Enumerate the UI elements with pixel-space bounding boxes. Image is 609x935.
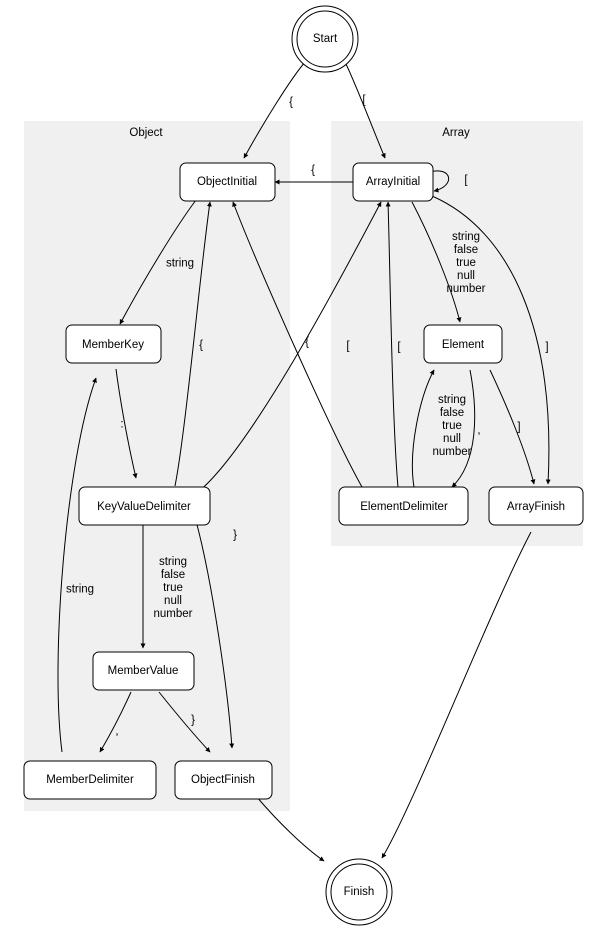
node-label-membervalue: MemberValue xyxy=(107,665,179,677)
edge-label-arrayinitial-arrayfinish: ] xyxy=(545,341,549,354)
cluster-label-array: Array xyxy=(442,127,470,139)
edge-label-arrayinitial-self: [ xyxy=(464,174,468,187)
edge-label-arrayinitial-element: string false true null number xyxy=(446,230,486,295)
node-arrayfinish[interactable] xyxy=(489,487,583,525)
edge-label-keyvaluedelimiter-objectfinish: } xyxy=(233,529,237,542)
edge-label-objectinitial-memberkey: string xyxy=(165,257,195,270)
edge-label-membervalue-memberdelimiter: , xyxy=(115,725,119,738)
node-label-finish: Finish xyxy=(343,886,375,898)
node-objectinitial[interactable] xyxy=(180,163,275,201)
node-start-inner xyxy=(297,11,353,67)
edge-label-start-objectinitial: { xyxy=(289,96,293,109)
edge-label-keyvaluedelimiter-arrayinitial: [ xyxy=(346,340,350,353)
edge-label-elementdelimiter-arrayinitial: [ xyxy=(397,341,401,354)
edge-label-elementdelimiter-objectinitial: { xyxy=(305,336,309,349)
edge-label-arrayinitial-objectinitial: { xyxy=(311,164,315,177)
edge-label-keyvaluedelimiter-membervalue: string false true null number xyxy=(153,555,193,620)
node-label-arrayinitial: ArrayInitial xyxy=(365,176,421,188)
node-objectfinish[interactable] xyxy=(175,761,272,799)
node-label-keyvaluedelimiter: KeyValueDelimiter xyxy=(97,501,191,513)
node-label-objectfinish: ObjectFinish xyxy=(191,774,255,786)
node-label-element: Element xyxy=(441,339,485,351)
node-label-arrayfinish: ArrayFinish xyxy=(506,501,566,513)
edge-label-start-arrayinitial: [ xyxy=(362,94,366,107)
cluster-label-object: Object xyxy=(129,127,163,139)
node-memberdelimiter[interactable] xyxy=(24,761,156,799)
node-label-memberkey: MemberKey xyxy=(82,339,144,351)
edge-label-elementdelimiter-element: string false true null number xyxy=(432,393,472,458)
edge-label-memberdelimiter-memberkey: string xyxy=(65,583,95,596)
edge-label-element-elementdelimiter: , xyxy=(477,424,481,437)
node-label-start: Start xyxy=(312,33,338,45)
node-label-objectinitial: ObjectInitial xyxy=(196,176,258,188)
node-keyvaluedelimiter[interactable] xyxy=(79,487,210,525)
node-memberkey[interactable] xyxy=(66,325,161,363)
edge-arrayfinish-finish xyxy=(382,532,531,858)
node-label-elementdelimiter: ElementDelimiter xyxy=(360,501,448,513)
node-label-memberdelimiter: MemberDelimiter xyxy=(46,774,134,786)
node-elementdelimiter[interactable] xyxy=(339,487,468,525)
node-finish-inner xyxy=(331,864,387,920)
edge-label-membervalue-objectfinish: } xyxy=(191,714,195,727)
edge-label-keyvaluedelimiter-objectinitial: { xyxy=(199,339,203,352)
edge-label-memberkey-keyvaluedelimiter: : xyxy=(120,418,124,431)
edge-label-element-arrayfinish: ] xyxy=(517,421,521,434)
node-element[interactable] xyxy=(424,325,502,363)
node-membervalue[interactable] xyxy=(93,652,194,690)
cluster-object xyxy=(24,121,290,811)
node-arrayinitial[interactable] xyxy=(353,163,433,201)
